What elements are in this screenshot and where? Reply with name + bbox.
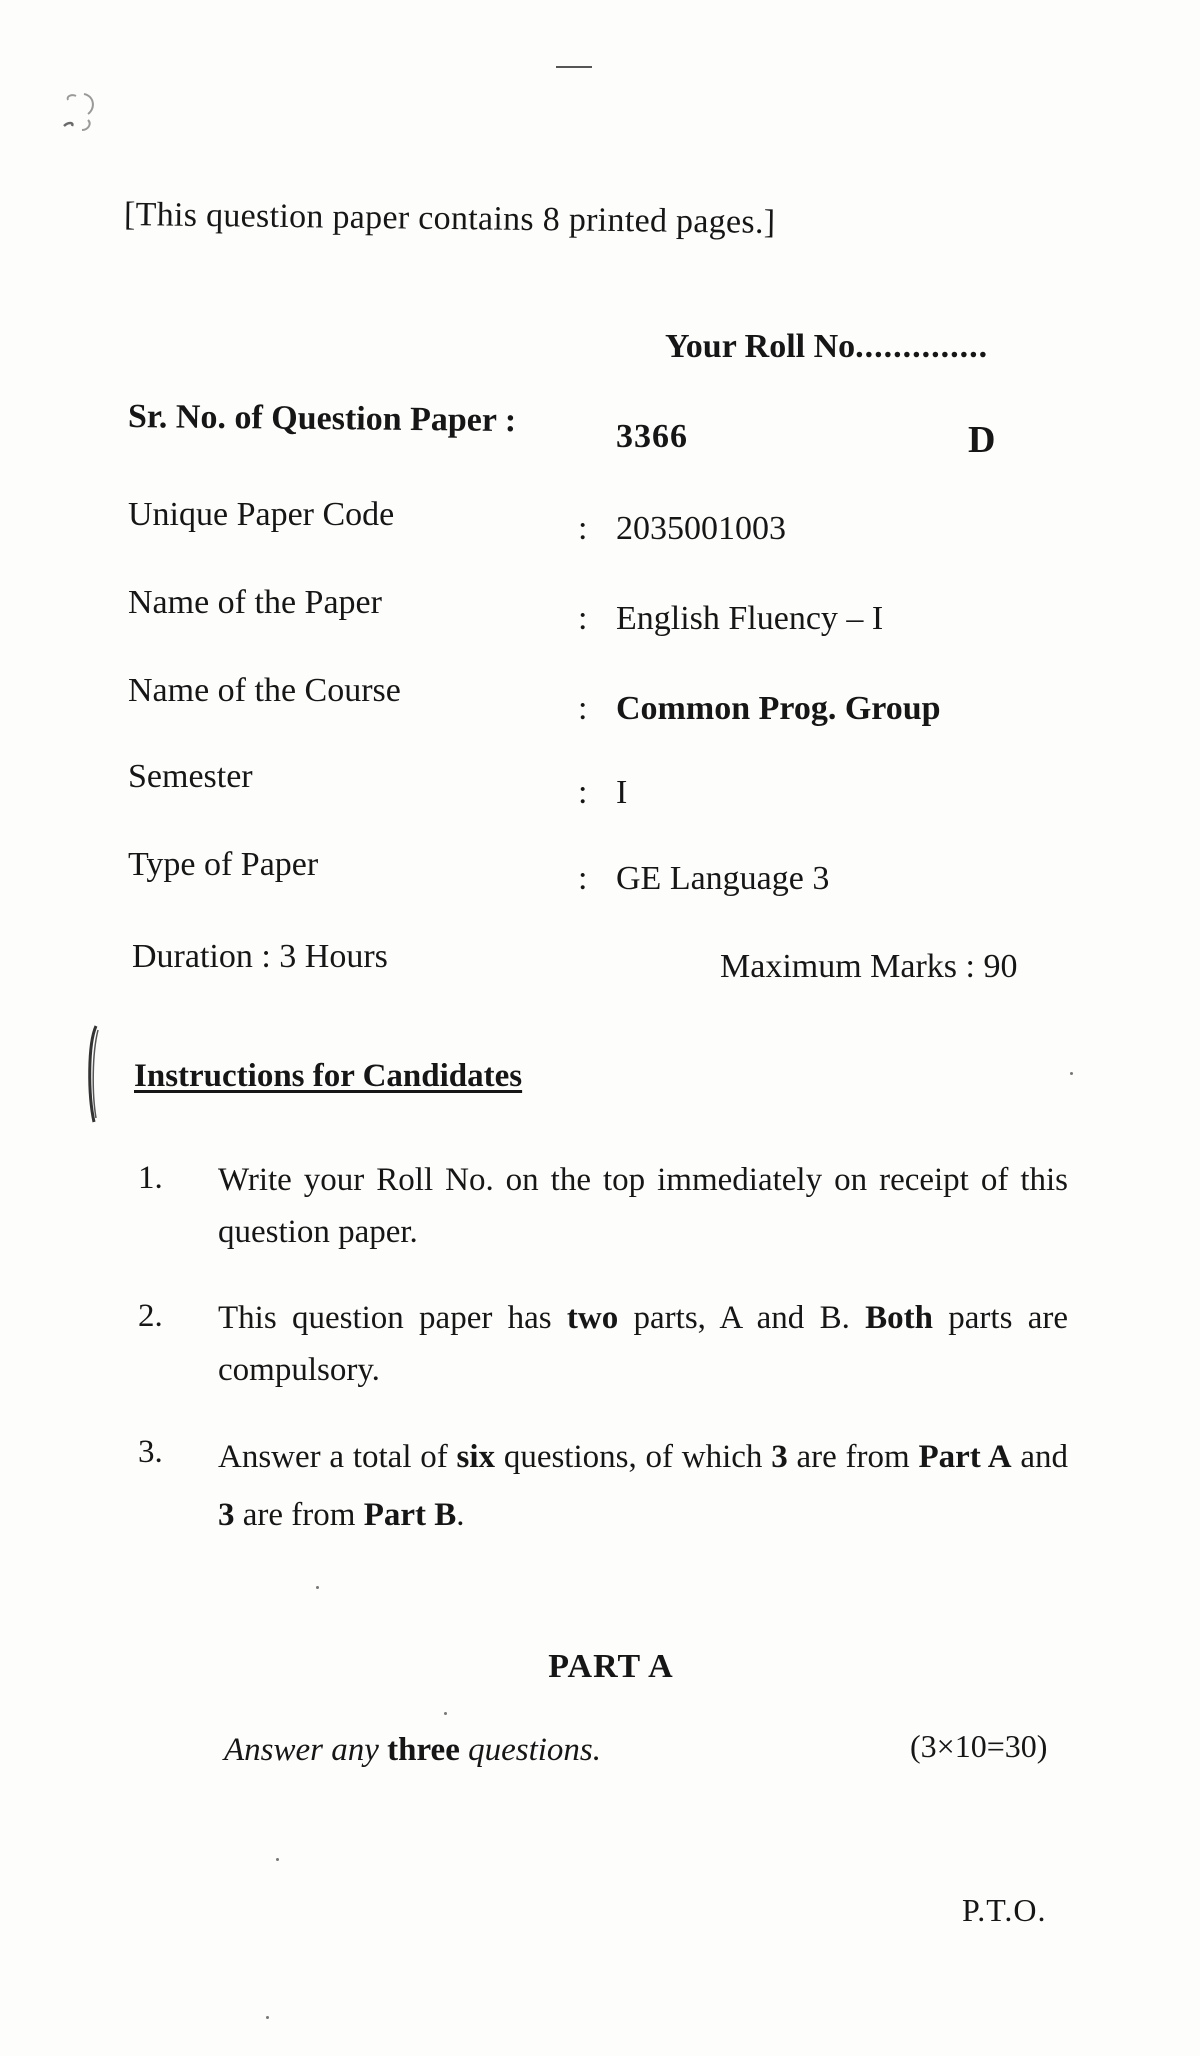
- paper-code-label: Unique Paper Code: [128, 496, 395, 533]
- paper-type-colon: :: [578, 860, 588, 897]
- paper-code-value: 2035001003: [616, 510, 786, 547]
- roll-number-blank: ..............: [855, 328, 989, 365]
- scan-speck: [444, 1712, 447, 1715]
- semester-label: Semester: [128, 758, 253, 795]
- page-count-note: [This question paper contains 8 printed pages.]: [123, 196, 776, 241]
- scan-speck: [276, 1858, 279, 1861]
- roll-number-field: [665, 328, 988, 366]
- roll-number-label: Your Roll No: [665, 328, 856, 365]
- paper-type-label: Type of Paper: [128, 846, 319, 883]
- maximum-marks-text: Maximum Marks : 90: [720, 948, 1018, 985]
- semester-colon: :: [578, 774, 588, 811]
- sr-no-value: 3366: [616, 418, 688, 455]
- pen-mark-icon: [58, 90, 108, 138]
- semester-value: I: [616, 774, 628, 811]
- course-name-label: Name of the Course: [128, 672, 401, 709]
- instruction-text-3: Answer a total of six questions, of which 3 are from Part A and 3 are from Part B.: [218, 1439, 1068, 1533]
- paper-name-colon: :: [578, 600, 588, 637]
- paper-name-label: Name of the Paper: [128, 584, 382, 621]
- paper-name-value: English Fluency – I: [616, 600, 884, 637]
- top-dash-mark: [556, 66, 592, 68]
- part-a-heading: PART A: [548, 1648, 674, 1685]
- instruction-number-3: 3.: [138, 1434, 163, 1470]
- scan-speck: [266, 2016, 269, 2019]
- series-letter: D: [968, 419, 996, 461]
- course-name-colon: :: [578, 690, 588, 727]
- paper-type-value: GE Language 3: [616, 860, 830, 897]
- course-name-value: Common Prog. Group: [616, 690, 941, 727]
- duration-text: Duration : 3 Hours: [132, 938, 388, 975]
- scan-speck: [1070, 1072, 1073, 1075]
- sr-no-label: Sr. No. of Question Paper :: [127, 398, 517, 440]
- instructions-heading: Instructions for Candidates: [134, 1058, 523, 1094]
- instruction-text-1: Write your Roll No. on the top immediately on receipt of this question paper.: [218, 1162, 1068, 1250]
- margin-bracket-mark: [84, 1024, 106, 1124]
- pto-footer: P.T.O.: [962, 1892, 1047, 1928]
- paper-code-colon: :: [578, 510, 588, 547]
- part-a-instruction: Answer any three questions.: [224, 1732, 602, 1768]
- part-a-marks: (3×10=30): [910, 1728, 1048, 1764]
- instruction-text-2: This question paper has two parts, A and B. Both parts are compulsory.: [218, 1300, 1068, 1388]
- instruction-number-1: 1.: [138, 1160, 163, 1196]
- instruction-number-2: 2.: [138, 1298, 163, 1334]
- scan-speck: [316, 1586, 319, 1589]
